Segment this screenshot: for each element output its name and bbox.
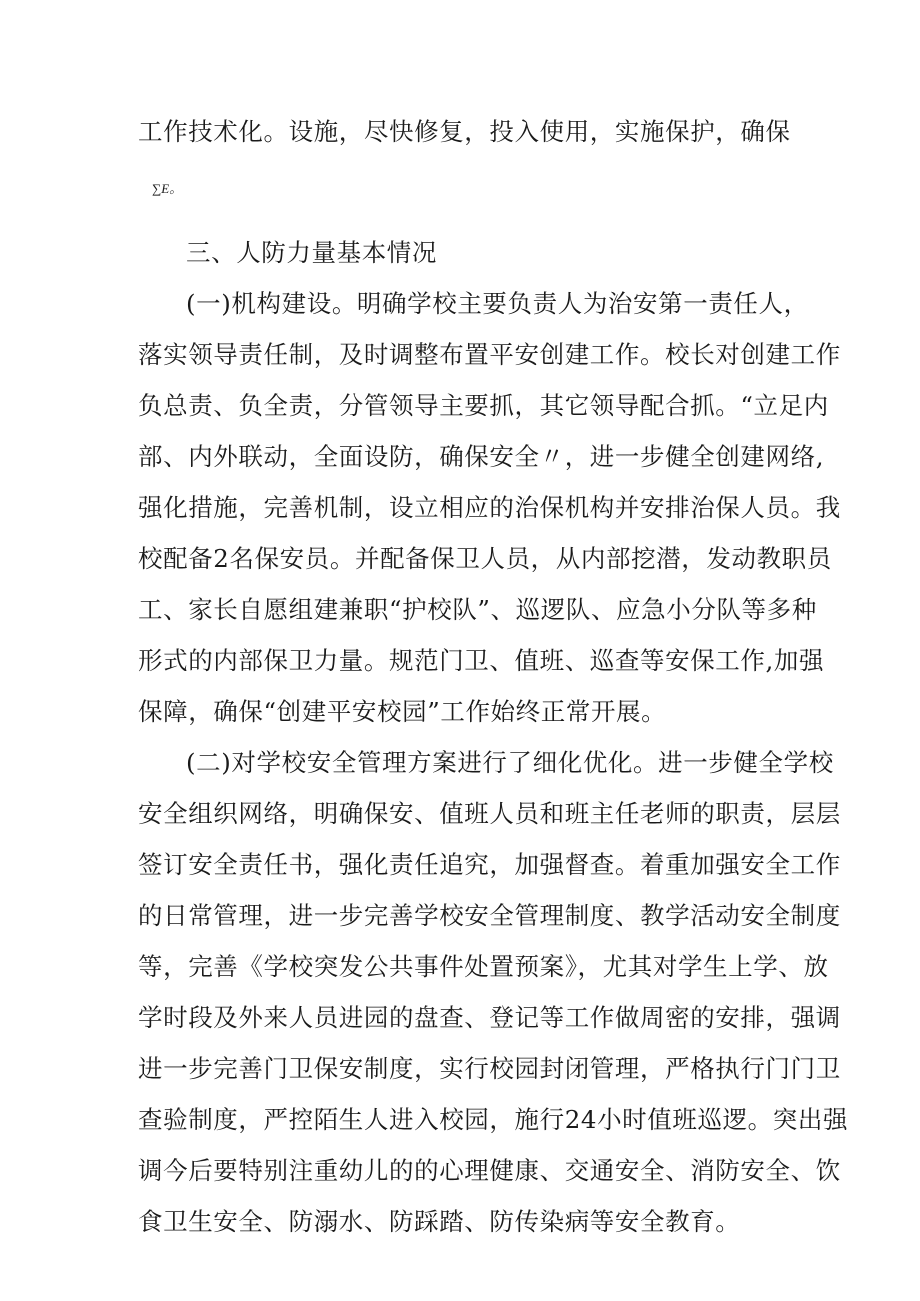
text-line: 形式的内部保卫力量。规范门卫、值班、巡查等安保工作,加强 (138, 646, 825, 675)
text-line: 调今后要特别注重幼儿的的心理健康、交通安全、消防安全、饮 (138, 1156, 841, 1185)
text-line: 部、内外联动，全面设防，确保安全〃，进一步健全创建网络, (138, 442, 825, 471)
text-line: 查验制度，严控陌生人进入校园，施行24小时值班巡逻。突出强 (138, 1105, 849, 1134)
text-line: 签订安全责任书，强化责任追究，加强督查。着重加强安全工作 (138, 850, 841, 879)
text-line: 强化措施，完善机制，设立相应的治保机构并安排治保人员。我 (138, 493, 841, 522)
text-line: 食卫生安全、防溺水、防踩踏、防传染病等安全教育。 (138, 1207, 741, 1236)
text-line: 的日常管理，进一步完善学校安全管理制度、教学活动安全制度 (138, 901, 841, 930)
section-heading: 三、人防力量基本情况 (186, 238, 437, 267)
text-line: (二)对学校安全管理方案进行了细化优化。进一步健全学校 (186, 748, 834, 777)
text-line: 进一步完善门卫保安制度，实行校园封闭管理，严格执行门门卫 (138, 1054, 841, 1083)
text-line: 学时段及外来人员进园的盘查、登记等工作做周密的安排，强调 (138, 1003, 841, 1032)
text-line: 校配备2名保安员。并配备保卫人员，从内部挖潜，发动教职员 (138, 544, 832, 573)
text-line: 工、家长自愿组建兼职“护校队”、巡逻队、应急小分队等多种 (138, 595, 817, 624)
text-line: 保障，确保“创建平安校园”工作始终正常开展。 (138, 697, 667, 726)
text-line: 落实领导责任制，及时调整布置平安创建工作。校长对创建工作 (138, 340, 841, 369)
text-line: 负总责、负全责，分管领导主要抓，其它领导配合抓。“立足内 (138, 391, 829, 420)
text-line: 安全组织网络，明确保安、值班人员和班主任老师的职责，层层 (138, 799, 841, 828)
text-fragment: ∑E。 (152, 181, 183, 196)
text-line: 等，完善《学校突发公共事件处置预案》，尤其对学生上学、放 (138, 952, 829, 981)
text-line: (一)机构建设。明确学校主要负责人为治安第一责任人， (186, 289, 809, 318)
text-line: 工作技术化。设施，尽快修复，投入使用，实施保护，确保 (138, 117, 791, 146)
